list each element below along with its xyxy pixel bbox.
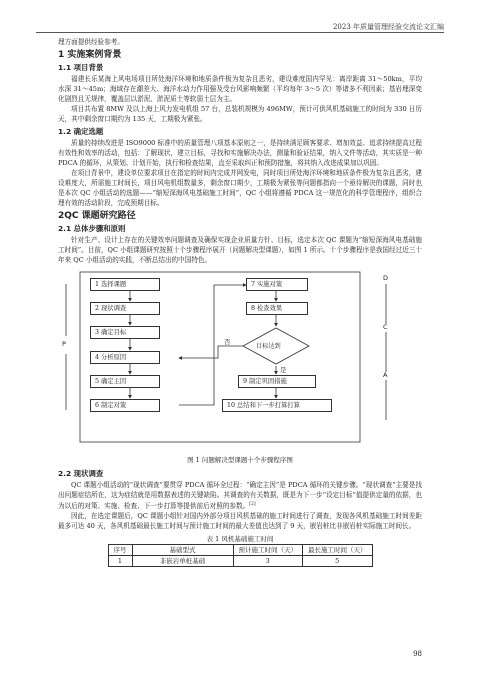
table-row: [108, 556, 372, 567]
phase-p-label: P: [62, 339, 66, 348]
paragraph: 质量的持续改进是 ISO9000 标准中的质量管理八项基本原则之一，是持续满足顾客要求、增加效益、追求持续提高过程有效性和效率的活动，包括：了解现状，建立目标，寻找和实施解决办法，测量和验证结果，纳入文件等活动，其实质是一种 PDCA 的循环，从策划、计划开始，执行和检查结果，直至采取纠正和预防措施，将其纳入改进成果加以巩固。: [58, 138, 422, 167]
running-header: 2023 年质量管理经验交流论文汇编: [332, 23, 444, 31]
decision-label: 目标达到: [256, 342, 281, 350]
section-2-2-title: 2.2 现状调查: [58, 468, 104, 478]
no-label: 否: [224, 337, 231, 346]
step-8-box: 8 检查效果: [246, 302, 308, 315]
section-1-title: 1 实施案例背景: [58, 50, 122, 61]
paragraph: 福建长乐某海上风电场项目所处海洋环境和地质条件极为复杂且恶劣，建设难度国内罕见：离岸距离 31～50km，平均水深 31～45m；海域存在潮差大、海洋水动力作用强及受台风影响频繁（平均每年 3～5 次）等诸多不利因素；基岩埋深变化剧烈且无规律，覆盖层以淤泥、淤泥质土等软弱土层为主。: [58, 75, 422, 104]
phase-a-label: A: [383, 370, 388, 379]
table-cell: 1: [108, 556, 132, 567]
main-text: [58, 37, 422, 567]
table-header: 基础型式: [132, 545, 233, 556]
table-cell: 非嵌岩单桩基础: [132, 556, 233, 567]
paragraph: [58, 480, 422, 511]
table-header: 序号: [108, 545, 132, 556]
paragraph: 因此，在选定课题后，QC 课题小组针对国内外部分项目风机基础的施工时间进行了调查，发现各风机基础施工时间差距最多可达 40 天，各风机基础最长施工时间与预计施工时间的最大差值也达到了 9 天，嵌岩桩比非嵌岩桩实际施工时间长。: [58, 511, 422, 531]
yes-label: 是: [280, 365, 287, 374]
step-2-box: 2 现状调查: [90, 302, 160, 315]
header-rule: [36, 32, 444, 33]
phase-c-label: C: [383, 322, 388, 331]
step-3-box: 3 确定目标: [90, 326, 160, 339]
section-1-1-title: 1.1 项目背景: [58, 63, 104, 73]
section-2-title: 2QC 课题研究路径: [58, 211, 136, 222]
section-2-1-title: 2.1 总体步骤和原则: [58, 224, 126, 234]
table-caption: 表 1 风机基础施工时间: [206, 535, 274, 544]
table-header-row: [108, 545, 372, 556]
intro-text: 理方面提供经验参考。: [58, 38, 124, 46]
table-cell: 5: [303, 556, 373, 567]
step-1-box: 1 选择课题: [90, 278, 160, 291]
reference-marker: [2]: [249, 501, 256, 507]
table-header: 最长施工时间（天）: [303, 545, 373, 556]
flowchart-figure: [58, 270, 422, 452]
step-6-box: 6 制定对策: [90, 399, 160, 412]
page-number: 98: [413, 650, 422, 658]
table-cell: 3: [233, 556, 303, 567]
paragraph: 针对生产、设计上存在的关键效率问题调查及确保实现企业质量方针、目标，选定本次 QC 课题为“缩短深海风电基础施工时间”。目前，QC 小组课题研究按照十个步骤程序展开（问题解决型课题），如图 1 所示。十个步骤程序是我国经过近三十年来 QC 小组活动的实践，不断总结出的中国特色。: [58, 236, 422, 265]
section-1-2-title: 1.2 确定选题: [58, 126, 104, 136]
step-4-box: 4 分析原因: [90, 351, 160, 364]
paragraph: 项目共布置 8MW 及以上海上风力发电机组 57 台，总装机规模为 496MW，预计可供风机基础施工的时间为 330 日历天，其中剩余窗口期约为 135 天，工期极为紧张。: [58, 105, 422, 124]
step-5-box: 5 确定主因: [90, 375, 160, 388]
phase-d-label: D: [383, 273, 389, 282]
construction-time-table: [108, 544, 373, 567]
paragraph-text: QC 课题小组活动的“现状调查”要贯穿 PDCA 循环全过程：“确定主因”是 PDCA 循环的关键步骤。“现状调查”主要是找出问题症结所在，这为症结就是用数据表述的关键缺陷。其调查的有关数据，既是为下一步“设定目标”值提供定量的依据，也为以后的对策、实施、检查、下一步打算等提供前后对照的参数。: [58, 480, 422, 510]
paragraph: 在项目背景中，建设单位要求项目在指定的时间内完成并网发电，同时项目所处海洋环境和地质条件极为复杂且恶劣，建设难度大，所需施工时间长，项目风电机组数量多，剩余窗口期少，工期极为紧张等问题都指向一个亟待解决的课题，同时也是本次 QC 小组活动的选题——“缩短深海风电基础施工时间”，QC 小组将遵循 PDCA 这一规范化的科学管理程序，组织合理有效的活动阶段，完成预期目标。: [58, 168, 422, 208]
step-7-box: 7 实施对策: [246, 278, 308, 291]
step-10-box: 10 总结和下一步打算打算: [222, 399, 332, 412]
figure-caption: 图 1 问题解决型课题十个步骤程序图: [187, 455, 293, 464]
step-9-box: 9 制定巩固措施: [238, 375, 316, 388]
table-header: 预计施工时间（天）: [233, 545, 303, 556]
